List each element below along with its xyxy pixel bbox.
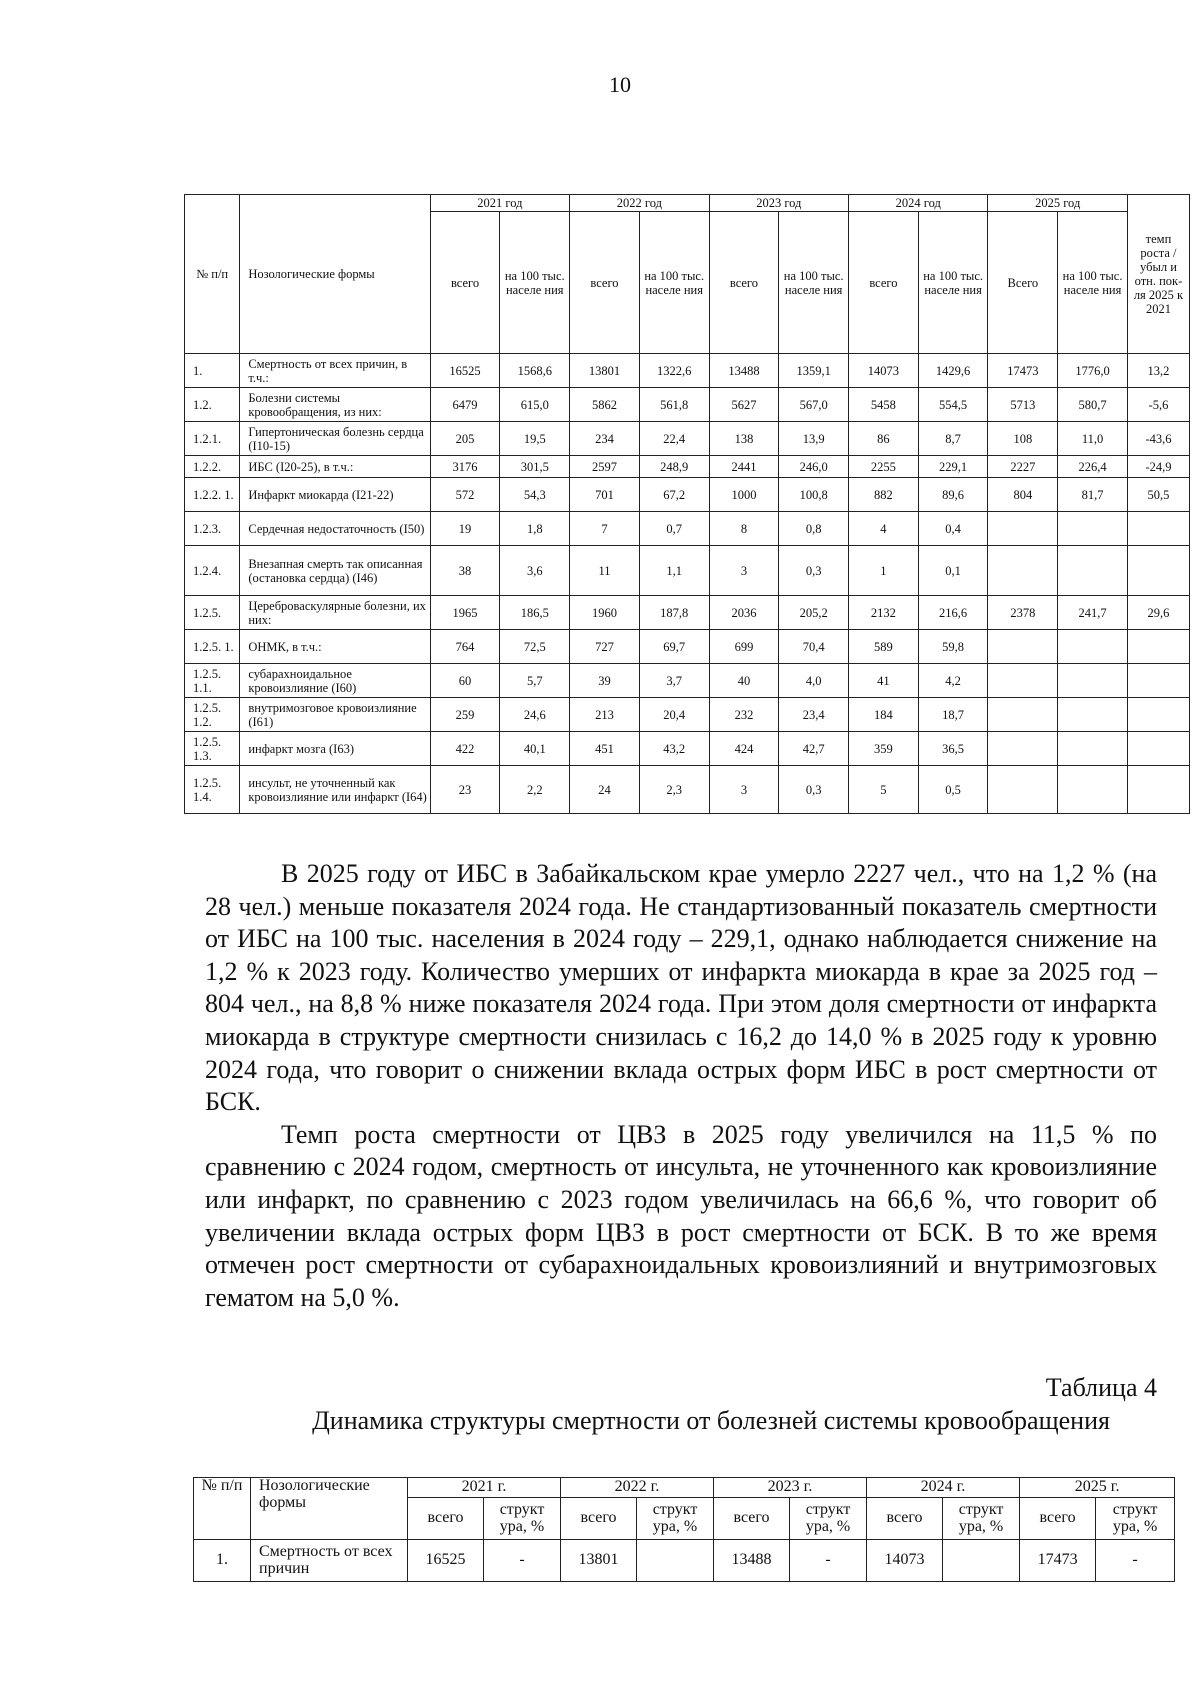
table-cell [988,732,1058,766]
table-cell: 554,5 [918,388,988,422]
table-cell: 572 [430,478,500,512]
table-cell: 615,0 [500,388,570,422]
mortality-table [184,194,1190,814]
table-cell: 2441 [709,456,779,478]
table-cell [988,698,1058,732]
row-number: 1.2.5. 1.3. [185,732,240,766]
table-cell: 216,6 [918,596,988,630]
year-header: 2024 г. [867,1478,1020,1498]
table-row [185,546,1190,596]
total-header: всего [430,212,500,354]
table-cell: 24,6 [500,698,570,732]
table-cell: 11,0 [1058,422,1128,456]
year-header: 2025 г. [1020,1478,1175,1498]
table-cell: 8,7 [918,422,988,456]
year-header: 2024 год [849,195,988,212]
table-cell: 246,0 [779,456,849,478]
table-cell: 0,5 [918,766,988,814]
table-row [185,630,1190,664]
table-cell: 580,7 [1058,388,1128,422]
table-cell: 1776,0 [1058,354,1128,388]
table-cell: - [790,1540,867,1582]
table-cell: 16525 [408,1540,484,1582]
table-cell: 4,2 [918,664,988,698]
table-cell: 5 [849,766,919,814]
total-header: всего [867,1498,943,1540]
table-cell [1127,766,1189,814]
table-cell [637,1540,714,1582]
table-cell: 229,1 [918,456,988,478]
row-label: Гипертоническая болезнь сердца (I10-15) [240,422,430,456]
table-cell: 701 [570,478,640,512]
table-cell: 232 [709,698,779,732]
table-cell: 23 [430,766,500,814]
table-cell: 213 [570,698,640,732]
table-cell: 2378 [988,596,1058,630]
table-cell: 561,8 [639,388,709,422]
total-header: всего [1020,1498,1096,1540]
table-cell: 2,2 [500,766,570,814]
table-cell: 1000 [709,478,779,512]
table-cell: 259 [430,698,500,732]
table-cell: 13,9 [779,422,849,456]
per100k-header: на 100 тыс. населе ния [639,212,709,354]
table-cell: 42,7 [779,732,849,766]
table-cell [1058,698,1128,732]
table-cell: 205,2 [779,596,849,630]
table-cell: 59,8 [918,630,988,664]
table-row [185,354,1190,388]
table-row [185,456,1190,478]
table-cell: -24,9 [1127,456,1189,478]
row-number: 1.2.3. [185,512,240,546]
table-cell: 0,1 [918,546,988,596]
table-cell: 89,6 [918,478,988,512]
table-cell: 1,1 [639,546,709,596]
table-cell: 13488 [709,354,779,388]
table-row [185,698,1190,732]
row-number: 1.2.4. [185,546,240,596]
table-cell: 67,2 [639,478,709,512]
table-cell: - [484,1540,561,1582]
table-cell: 22,4 [639,422,709,456]
table-cell [1058,766,1128,814]
row-label: внутримозговое кровоизлияние (I61) [240,698,430,732]
table-cell: 70,4 [779,630,849,664]
table-cell: 6479 [430,388,500,422]
table-cell: 18,7 [918,698,988,732]
total-header: всего [714,1498,790,1540]
table-cell: 40,1 [500,732,570,766]
table-cell: 226,4 [1058,456,1128,478]
table-cell [1058,664,1128,698]
table-cell: 108 [988,422,1058,456]
table-cell [1058,630,1128,664]
table-cell: 567,0 [779,388,849,422]
table-cell: 43,2 [639,732,709,766]
row-label: ОНМК, в т.ч.: [240,630,430,664]
table-cell [1058,546,1128,596]
row-label: Сердечная недостаточность (I50) [240,512,430,546]
table-row [185,664,1190,698]
table-cell: 24 [570,766,640,814]
per100k-header: на 100 тыс. населе ния [918,212,988,354]
year-header: 2023 год [709,195,848,212]
table-cell: 5458 [849,388,919,422]
table-cell: 451 [570,732,640,766]
table-cell: 1429,6 [918,354,988,388]
row-label: субарахноидальное кровоизлияние (I60) [240,664,430,698]
table-cell: 81,7 [1058,478,1128,512]
year-header: 2021 г. [408,1478,561,1498]
table-cell [1127,732,1189,766]
table-cell: 422 [430,732,500,766]
table-cell: 0,3 [779,766,849,814]
table-row [185,512,1190,546]
structure-table [193,1477,1175,1582]
paragraph: В 2025 году от ИБС в Забайкальском крае умерло 2227 чел., что на 1,2 % (на 28 чел.) меньше показателя 2024 года. Не стандартизованный показатель смертности от ИБС на 100 тыс. населения в 2024 году – 229,1, однако наблюдается снижение на 1,2 % к 2023 году. Количество умерших от инфаркта миокарда в крае за 2025 год – 804 чел., на 8,8 % ниже показателя 2024 года. При этом доля смертности от инфаркта миокарда в структуре смертности снизилась с 16,2 до 14,0 % в 2025 году к уровню 2024 года, что говорит о снижении вклада острых форм ИБС в рост смертности от БСК. [205,859,1157,1117]
table-cell [988,512,1058,546]
page-number: 10 [609,72,631,97]
table-cell: 727 [570,630,640,664]
year-header: 2023 г. [714,1478,867,1498]
table-cell [1058,512,1128,546]
table-cell: 2132 [849,596,919,630]
table-cell: 5862 [570,388,640,422]
table-cell: 301,5 [500,456,570,478]
table-cell: 13,2 [1127,354,1189,388]
row-number: 1. [194,1540,251,1582]
table-cell: 14073 [867,1540,943,1582]
structure-header: структ ура, % [637,1498,714,1540]
table-row [185,596,1190,630]
table-cell: -43,6 [1127,422,1189,456]
table-cell [1127,664,1189,698]
table-cell: 50,5 [1127,478,1189,512]
table-cell: 205 [430,422,500,456]
row-label: Инфаркт миокарда (I21-22) [240,478,430,512]
growth-header: темп роста /убыл и отн. пок- ля 2025 к 2021 [1127,195,1189,354]
total-header: всего [709,212,779,354]
row-label: инфаркт мозга (I63) [240,732,430,766]
col-num-header: № п/п [185,195,240,354]
row-number: 1.2.5. 1.4. [185,766,240,814]
table-cell: 8 [709,512,779,546]
total-header: всего [561,1498,637,1540]
row-number: 1.2.5. 1. [185,630,240,664]
table-cell: 3,7 [639,664,709,698]
structure-header: структ ура, % [943,1498,1020,1540]
table-cell: 20,4 [639,698,709,732]
table-cell: 11 [570,546,640,596]
table-cell: 187,8 [639,596,709,630]
table-row [185,422,1190,456]
table-cell: 248,9 [639,456,709,478]
table-cell: 5,7 [500,664,570,698]
table-cell: 69,7 [639,630,709,664]
table-cell: 184 [849,698,919,732]
table-cell: 4,0 [779,664,849,698]
table-cell [943,1540,1020,1582]
table-title: Динамика структуры смертности от болезней системы кровообращения [312,1406,1110,1435]
table-cell: 1322,6 [639,354,709,388]
table-cell: 14073 [849,354,919,388]
table-cell: 5713 [988,388,1058,422]
table-cell: 1359,1 [779,354,849,388]
table-cell: 29,6 [1127,596,1189,630]
row-label: инсульт, не уточненный как кровоизлияние или инфаркт (I64) [240,766,430,814]
table-cell: 38 [430,546,500,596]
table-cell: 17473 [988,354,1058,388]
structure-header: структ ура, % [484,1498,561,1540]
year-header: 2021 год [430,195,569,212]
table-cell: 882 [849,478,919,512]
row-label: Смертность от всех причин [251,1540,408,1582]
table-cell: 699 [709,630,779,664]
table-cell: 359 [849,732,919,766]
structure-header: структ ура, % [790,1498,867,1540]
table-cell: 39 [570,664,640,698]
row-number: 1.2.5. [185,596,240,630]
body-text [205,858,1157,1314]
row-number: 1.2.5. 1.2. [185,698,240,732]
table-cell: - [1096,1540,1175,1582]
table-cell: 3 [709,766,779,814]
table-cell: 36,5 [918,732,988,766]
year-header: 2022 г. [561,1478,714,1498]
table-cell: 2036 [709,596,779,630]
table-row [185,388,1190,422]
table-cell: 2255 [849,456,919,478]
table-cell: 41 [849,664,919,698]
structure-header: структ ура, % [1096,1498,1175,1540]
table-cell: 23,4 [779,698,849,732]
table-cell [1127,546,1189,596]
table-cell: 54,3 [500,478,570,512]
table-cell: 2227 [988,456,1058,478]
table-cell [988,766,1058,814]
table-cell: 804 [988,478,1058,512]
total-header: всего [408,1498,484,1540]
table-cell: 234 [570,422,640,456]
table-cell [1127,630,1189,664]
row-label: Смертность от всех причин, в т.ч.: [240,354,430,388]
table-row [185,478,1190,512]
table-cell: 1568,6 [500,354,570,388]
table-cell: 2,3 [639,766,709,814]
table-cell: 2597 [570,456,640,478]
table-cell: 86 [849,422,919,456]
table-cell [1127,512,1189,546]
table-cell: 60 [430,664,500,698]
table-cell: 0,4 [918,512,988,546]
table-cell [988,664,1058,698]
table-cell: 424 [709,732,779,766]
table-cell: 138 [709,422,779,456]
table-cell: 19 [430,512,500,546]
table-cell [988,546,1058,596]
table-cell: 13801 [561,1540,637,1582]
table-cell: 19,5 [500,422,570,456]
table-cell: 241,7 [1058,596,1128,630]
table-cell: 7 [570,512,640,546]
table-row [185,732,1190,766]
table-cell: 0,3 [779,546,849,596]
row-number: 1.2.2. 1. [185,478,240,512]
table-cell [988,630,1058,664]
table-cell: 13488 [714,1540,790,1582]
row-label: Цереброваскулярные болезни, их них: [240,596,430,630]
table-cell: 589 [849,630,919,664]
row-number: 1.2.1. [185,422,240,456]
col-forms-header: Нозологические формы [251,1478,408,1540]
row-label: ИБС (I20-25), в т.ч.: [240,456,430,478]
row-label: Внезапная смерть так описанная (остановка сердца) (I46) [240,546,430,596]
row-number: 1.2. [185,388,240,422]
row-label: Болезни системы кровообращения, из них: [240,388,430,422]
paragraph: Темп роста смертности от ЦВЗ в 2025 году увеличился на 11,5 % по сравнению с 2024 годом, смертность от инсульта, не уточненного как кровоизлияние или инфаркт, по сравнению с 2023 годом увеличилась на 66,6 %, что говорит об увеличении вклада острых форм ЦВЗ в рост смертности от БСК. В то же время отмечен рост смертности от субарахноидальных кровоизлияний и внутримозговых гематом на 5,0 %. [205,1119,1157,1312]
year-header: 2025 год [988,195,1127,212]
row-number: 1.2.2. [185,456,240,478]
total-header: всего [849,212,919,354]
row-number: 1. [185,354,240,388]
table-cell: 0,8 [779,512,849,546]
table-cell: 5627 [709,388,779,422]
table-cell: 3176 [430,456,500,478]
table-cell: 16525 [430,354,500,388]
table-cell: 40 [709,664,779,698]
table-row [185,766,1190,814]
per100k-header: на 100 тыс. населе ния [779,212,849,354]
table-cell: 186,5 [500,596,570,630]
table-cell: 3,6 [500,546,570,596]
table-cell: 1,8 [500,512,570,546]
total-header: Всего [988,212,1058,354]
per100k-header: на 100 тыс. населе ния [500,212,570,354]
table-cell: 17473 [1020,1540,1096,1582]
table-cell: 72,5 [500,630,570,664]
table-cell: 3 [709,546,779,596]
table-cell: 4 [849,512,919,546]
per100k-header: на 100 тыс. населе ния [1058,212,1128,354]
table-cell: 1 [849,546,919,596]
row-number: 1.2.5. 1.1. [185,664,240,698]
table-cell: 100,8 [779,478,849,512]
col-forms-header: Нозологические формы [240,195,430,354]
table-cell: 0,7 [639,512,709,546]
table-cell: 1965 [430,596,500,630]
table-cell [1058,732,1128,766]
year-header: 2022 год [570,195,709,212]
table-cell [1127,698,1189,732]
col-num-header: № п/п [194,1478,251,1540]
table-row [194,1540,1175,1582]
total-header: всего [570,212,640,354]
table-cell: 764 [430,630,500,664]
table-cell: -5,6 [1127,388,1189,422]
table-cell: 1960 [570,596,640,630]
table-caption: Таблица 4 [1045,1373,1157,1402]
table-cell: 13801 [570,354,640,388]
